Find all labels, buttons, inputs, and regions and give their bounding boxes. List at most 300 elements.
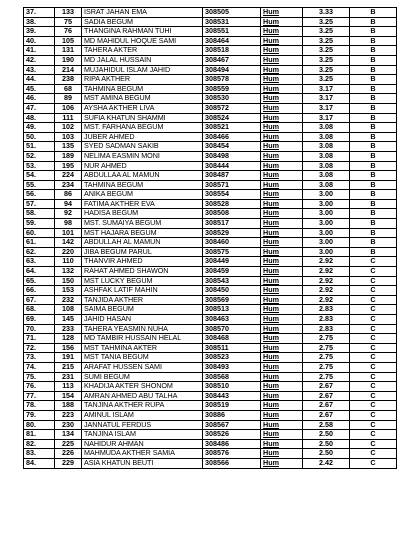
roll-cell: 101 <box>55 228 82 238</box>
registration-cell: 308511 <box>203 343 261 353</box>
serial-cell: 75. <box>24 372 55 382</box>
roll-cell: 76 <box>55 27 82 37</box>
table-row <box>24 8 397 18</box>
table-row <box>24 17 397 27</box>
student-name-cell: ABDULLAH AL MAMUN <box>82 238 203 248</box>
grade-cell: B <box>350 238 397 248</box>
registration-cell: 308464 <box>203 36 261 46</box>
student-name-cell: TAHERA YEASMIN NUHA <box>82 324 203 334</box>
roll-cell: 98 <box>55 219 82 229</box>
grade-cell: C <box>350 430 397 440</box>
grade-cell: C <box>350 343 397 353</box>
table-row <box>24 36 397 46</box>
serial-cell: 79. <box>24 410 55 420</box>
student-name-cell: TANJINA ISLAM <box>82 430 203 440</box>
serial-cell: 60. <box>24 228 55 238</box>
serial-cell: 77. <box>24 391 55 401</box>
group-cell: Hum <box>261 276 303 286</box>
registration-cell: 308498 <box>203 151 261 161</box>
grade-cell: B <box>350 36 397 46</box>
registration-cell: 308444 <box>203 161 261 171</box>
registration-cell: 308493 <box>203 362 261 372</box>
roll-cell: 132 <box>55 267 82 277</box>
grade-cell: B <box>350 199 397 209</box>
serial-cell: 45. <box>24 84 55 94</box>
student-name-cell: FATIMA AKTHER EVA <box>82 199 203 209</box>
gpa-cell: 2.58 <box>303 420 350 430</box>
group-cell: Hum <box>261 161 303 171</box>
student-name-cell: TANJINA AKTHER RUPA <box>82 401 203 411</box>
table-row <box>24 267 397 277</box>
gpa-cell: 2.92 <box>303 295 350 305</box>
gpa-cell: 3.00 <box>303 247 350 257</box>
serial-cell: 76. <box>24 382 55 392</box>
table-row <box>24 324 397 334</box>
gpa-cell: 3.25 <box>303 75 350 85</box>
registration-cell: 308531 <box>203 17 261 27</box>
group-cell: Hum <box>261 190 303 200</box>
group-cell: Hum <box>261 199 303 209</box>
student-name-cell: MD TAMBIR HUSSAIN HELAL <box>82 334 203 344</box>
student-name-cell: AMRAN AHMED ABU TALHA <box>82 391 203 401</box>
registration-cell: 308454 <box>203 142 261 152</box>
gpa-cell: 3.08 <box>303 123 350 133</box>
registration-cell: 308568 <box>203 372 261 382</box>
table-row <box>24 228 397 238</box>
group-cell: Hum <box>261 46 303 56</box>
serial-cell: 74. <box>24 362 55 372</box>
grade-cell: C <box>350 410 397 420</box>
roll-cell: 135 <box>55 142 82 152</box>
gpa-cell: 2.92 <box>303 286 350 296</box>
group-cell: Hum <box>261 180 303 190</box>
group-cell: Hum <box>261 343 303 353</box>
student-name-cell: JANNATUL FERDUS <box>82 420 203 430</box>
serial-cell: 61. <box>24 238 55 248</box>
serial-cell: 68. <box>24 305 55 315</box>
student-name-cell: TANJIDA AKTHER <box>82 295 203 305</box>
gpa-cell: 3.08 <box>303 171 350 181</box>
grade-cell: C <box>350 324 397 334</box>
group-cell: Hum <box>261 123 303 133</box>
serial-cell: 43. <box>24 65 55 75</box>
registration-cell: 308530 <box>203 94 261 104</box>
gpa-cell: 3.00 <box>303 238 350 248</box>
roll-cell: 154 <box>55 391 82 401</box>
roll-cell: 156 <box>55 343 82 353</box>
serial-cell: 53. <box>24 161 55 171</box>
table-row <box>24 46 397 56</box>
registration-cell: 308459 <box>203 267 261 277</box>
group-cell: Hum <box>261 286 303 296</box>
serial-cell: 37. <box>24 8 55 18</box>
grade-cell: C <box>350 391 397 401</box>
table-row <box>24 27 397 37</box>
grade-cell: B <box>350 171 397 181</box>
roll-cell: 190 <box>55 55 82 65</box>
group-cell: Hum <box>261 132 303 142</box>
serial-cell: 78. <box>24 401 55 411</box>
registration-cell: 30886 <box>203 410 261 420</box>
roll-cell: 133 <box>55 8 82 18</box>
group-cell: Hum <box>261 238 303 248</box>
student-name-cell: JAHID HASAN <box>82 315 203 325</box>
roll-cell: 238 <box>55 75 82 85</box>
roll-cell: 195 <box>55 161 82 171</box>
student-name-cell: JIBA BEGUM PARUL <box>82 247 203 257</box>
roll-cell: 229 <box>55 458 82 468</box>
roll-cell: 92 <box>55 209 82 219</box>
gpa-cell: 3.08 <box>303 151 350 161</box>
registration-cell: 308572 <box>203 103 261 113</box>
roll-cell: 153 <box>55 286 82 296</box>
registration-cell: 308576 <box>203 449 261 459</box>
student-name-cell: SADIA BEGUM <box>82 17 203 27</box>
roll-cell: 134 <box>55 430 82 440</box>
grade-cell: B <box>350 247 397 257</box>
registration-cell: 308566 <box>203 458 261 468</box>
group-cell: Hum <box>261 8 303 18</box>
student-name-cell: THANVIR AHMED <box>82 257 203 267</box>
student-name-cell: NAHIDUR AHMAN <box>82 439 203 449</box>
student-name-cell: KHADIJA AKTER SHONOM <box>82 382 203 392</box>
group-cell: Hum <box>261 430 303 440</box>
gpa-cell: 2.92 <box>303 276 350 286</box>
gpa-cell: 3.08 <box>303 132 350 142</box>
grade-cell: C <box>350 449 397 459</box>
roll-cell: 232 <box>55 295 82 305</box>
group-cell: Hum <box>261 295 303 305</box>
student-name-cell: ABDULLAA AL MAMUN <box>82 171 203 181</box>
table-row <box>24 199 397 209</box>
table-row <box>24 430 397 440</box>
serial-cell: 66. <box>24 286 55 296</box>
student-name-cell: NELIMA EASMIN MONI <box>82 151 203 161</box>
table-row <box>24 439 397 449</box>
group-cell: Hum <box>261 315 303 325</box>
student-name-cell: MST. FARHANA BEGUM <box>82 123 203 133</box>
group-cell: Hum <box>261 372 303 382</box>
group-cell: Hum <box>261 420 303 430</box>
student-name-cell: MST AMINA BEGUM <box>82 94 203 104</box>
table-row <box>24 382 397 392</box>
group-cell: Hum <box>261 267 303 277</box>
registration-cell: 308505 <box>203 8 261 18</box>
registration-cell: 308466 <box>203 132 261 142</box>
registration-cell: 308569 <box>203 295 261 305</box>
grade-cell: C <box>350 267 397 277</box>
group-cell: Hum <box>261 334 303 344</box>
gpa-cell: 3.00 <box>303 228 350 238</box>
serial-cell: 58. <box>24 209 55 219</box>
table-row <box>24 286 397 296</box>
registration-cell: 308529 <box>203 228 261 238</box>
student-name-cell: TAHMINA BEGUM <box>82 180 203 190</box>
student-name-cell: NUR AHMED <box>82 161 203 171</box>
roll-cell: 215 <box>55 362 82 372</box>
serial-cell: 70. <box>24 324 55 334</box>
group-cell: Hum <box>261 84 303 94</box>
roll-cell: 234 <box>55 180 82 190</box>
group-cell: Hum <box>261 65 303 75</box>
serial-cell: 82. <box>24 439 55 449</box>
grade-cell: B <box>350 103 397 113</box>
roll-cell: 103 <box>55 132 82 142</box>
serial-cell: 47. <box>24 103 55 113</box>
group-cell: Hum <box>261 228 303 238</box>
registration-cell: 308463 <box>203 315 261 325</box>
gpa-cell: 3.17 <box>303 113 350 123</box>
serial-cell: 42. <box>24 55 55 65</box>
serial-cell: 71. <box>24 334 55 344</box>
registration-cell: 308575 <box>203 247 261 257</box>
grade-cell: C <box>350 305 397 315</box>
grade-cell: B <box>350 132 397 142</box>
gpa-cell: 2.50 <box>303 449 350 459</box>
registration-cell: 308567 <box>203 420 261 430</box>
gpa-cell: 2.67 <box>303 410 350 420</box>
serial-cell: 46. <box>24 94 55 104</box>
gpa-cell: 2.75 <box>303 343 350 353</box>
student-name-cell: MD JALAL HUSSAIN <box>82 55 203 65</box>
roll-cell: 142 <box>55 238 82 248</box>
student-name-cell: MST HAJARA BEGUM <box>82 228 203 238</box>
table-row <box>24 305 397 315</box>
gpa-cell: 3.25 <box>303 27 350 37</box>
gpa-cell: 3.25 <box>303 46 350 56</box>
roll-cell: 108 <box>55 305 82 315</box>
grade-cell: B <box>350 8 397 18</box>
grade-cell: C <box>350 382 397 392</box>
grade-cell: C <box>350 286 397 296</box>
table-row <box>24 94 397 104</box>
gpa-cell: 2.75 <box>303 353 350 363</box>
table-row <box>24 132 397 142</box>
table-row <box>24 391 397 401</box>
grade-cell: B <box>350 219 397 229</box>
gpa-cell: 2.42 <box>303 458 350 468</box>
registration-cell: 308578 <box>203 75 261 85</box>
table-row <box>24 190 397 200</box>
serial-cell: 64. <box>24 267 55 277</box>
registration-cell: 308518 <box>203 46 261 56</box>
roll-cell: 113 <box>55 382 82 392</box>
group-cell: Hum <box>261 36 303 46</box>
grade-cell: B <box>350 27 397 37</box>
table-row <box>24 113 397 123</box>
table-row <box>24 372 397 382</box>
grade-cell: B <box>350 94 397 104</box>
gpa-cell: 3.25 <box>303 36 350 46</box>
registration-cell: 308570 <box>203 324 261 334</box>
group-cell: Hum <box>261 305 303 315</box>
gpa-cell: 2.67 <box>303 382 350 392</box>
student-name-cell: ASHFAK LATIF MAHIN <box>82 286 203 296</box>
gpa-cell: 3.25 <box>303 17 350 27</box>
registration-cell: 308508 <box>203 209 261 219</box>
grade-cell: C <box>350 334 397 344</box>
group-cell: Hum <box>261 391 303 401</box>
gpa-cell: 2.75 <box>303 334 350 344</box>
gpa-cell: 2.50 <box>303 439 350 449</box>
group-cell: Hum <box>261 103 303 113</box>
table-row <box>24 410 397 420</box>
registration-cell: 308528 <box>203 199 261 209</box>
results-table <box>23 7 397 469</box>
registration-cell: 308554 <box>203 190 261 200</box>
gpa-cell: 2.83 <box>303 324 350 334</box>
group-cell: Hum <box>261 27 303 37</box>
student-name-cell: HADISA BEGUM <box>82 209 203 219</box>
group-cell: Hum <box>261 439 303 449</box>
table-row <box>24 276 397 286</box>
grade-cell: C <box>350 257 397 267</box>
gpa-cell: 2.67 <box>303 401 350 411</box>
group-cell: Hum <box>261 353 303 363</box>
registration-cell: 308571 <box>203 180 261 190</box>
group-cell: Hum <box>261 458 303 468</box>
student-name-cell: SAIMA BEGUM <box>82 305 203 315</box>
roll-cell: 230 <box>55 420 82 430</box>
group-cell: Hum <box>261 113 303 123</box>
student-name-cell: ISRAT JAHAN EMA <box>82 8 203 18</box>
gpa-cell: 3.00 <box>303 209 350 219</box>
grade-cell: C <box>350 372 397 382</box>
serial-cell: 41. <box>24 46 55 56</box>
roll-cell: 75 <box>55 17 82 27</box>
group-cell: Hum <box>261 382 303 392</box>
roll-cell: 102 <box>55 123 82 133</box>
registration-cell: 308521 <box>203 123 261 133</box>
gpa-cell: 3.33 <box>303 8 350 18</box>
gpa-cell: 3.25 <box>303 55 350 65</box>
grade-cell: C <box>350 458 397 468</box>
grade-cell: B <box>350 190 397 200</box>
serial-cell: 52. <box>24 151 55 161</box>
serial-cell: 57. <box>24 199 55 209</box>
serial-cell: 44. <box>24 75 55 85</box>
student-name-cell: SUFIA KHATUN SHAMMI <box>82 113 203 123</box>
gpa-cell: 3.17 <box>303 94 350 104</box>
roll-cell: 191 <box>55 353 82 363</box>
registration-cell: 308510 <box>203 382 261 392</box>
group-cell: Hum <box>261 410 303 420</box>
student-name-cell: RIPA AKTHER <box>82 75 203 85</box>
student-name-cell: MUJAHIDUL ISLAM JAHID <box>82 65 203 75</box>
group-cell: Hum <box>261 171 303 181</box>
serial-cell: 63. <box>24 257 55 267</box>
registration-cell: 308517 <box>203 219 261 229</box>
table-row <box>24 334 397 344</box>
table-row <box>24 343 397 353</box>
roll-cell: 214 <box>55 65 82 75</box>
roll-cell: 94 <box>55 199 82 209</box>
group-cell: Hum <box>261 257 303 267</box>
serial-cell: 50. <box>24 132 55 142</box>
grade-cell: B <box>350 209 397 219</box>
student-name-cell: ANIKA BEGUM <box>82 190 203 200</box>
student-name-cell: TAHERA AKTER <box>82 46 203 56</box>
serial-cell: 38. <box>24 17 55 27</box>
student-name-cell: MST. SUMAIYA BEGUM <box>82 219 203 229</box>
grade-cell: B <box>350 113 397 123</box>
gpa-cell: 2.50 <box>303 430 350 440</box>
table-row <box>24 420 397 430</box>
serial-cell: 55. <box>24 180 55 190</box>
grade-cell: C <box>350 315 397 325</box>
serial-cell: 83. <box>24 449 55 459</box>
gpa-cell: 3.17 <box>303 103 350 113</box>
grade-cell: B <box>350 142 397 152</box>
grade-cell: C <box>350 362 397 372</box>
registration-cell: 308460 <box>203 238 261 248</box>
results-table-body <box>24 8 397 469</box>
table-row <box>24 458 397 468</box>
gpa-cell: 3.17 <box>303 84 350 94</box>
roll-cell: 233 <box>55 324 82 334</box>
serial-cell: 84. <box>24 458 55 468</box>
gpa-cell: 2.75 <box>303 362 350 372</box>
roll-cell: 226 <box>55 449 82 459</box>
grade-cell: B <box>350 75 397 85</box>
grade-cell: B <box>350 17 397 27</box>
student-name-cell: THANGINA RAHMAN TUHI <box>82 27 203 37</box>
table-row <box>24 151 397 161</box>
table-row <box>24 362 397 372</box>
serial-cell: 49. <box>24 123 55 133</box>
roll-cell: 110 <box>55 257 82 267</box>
table-row <box>24 315 397 325</box>
grade-cell: B <box>350 151 397 161</box>
roll-cell: 188 <box>55 401 82 411</box>
grade-cell: B <box>350 84 397 94</box>
table-row <box>24 84 397 94</box>
roll-cell: 89 <box>55 94 82 104</box>
roll-cell: 86 <box>55 190 82 200</box>
student-name-cell: TAHMINA BEGUM <box>82 84 203 94</box>
roll-cell: 105 <box>55 36 82 46</box>
serial-cell: 39. <box>24 27 55 37</box>
gpa-cell: 3.00 <box>303 199 350 209</box>
grade-cell: C <box>350 439 397 449</box>
grade-cell: B <box>350 65 397 75</box>
grade-cell: B <box>350 228 397 238</box>
gpa-cell: 2.67 <box>303 391 350 401</box>
roll-cell: 111 <box>55 113 82 123</box>
group-cell: Hum <box>261 209 303 219</box>
group-cell: Hum <box>261 17 303 27</box>
roll-cell: 231 <box>55 372 82 382</box>
registration-cell: 308526 <box>203 430 261 440</box>
serial-cell: 81. <box>24 430 55 440</box>
roll-cell: 131 <box>55 46 82 56</box>
student-name-cell: MD MAHIDUL HOQUE SAMI <box>82 36 203 46</box>
registration-cell: 308524 <box>203 113 261 123</box>
table-row <box>24 180 397 190</box>
serial-cell: 80. <box>24 420 55 430</box>
serial-cell: 48. <box>24 113 55 123</box>
group-cell: Hum <box>261 142 303 152</box>
table-row <box>24 123 397 133</box>
registration-cell: 308450 <box>203 286 261 296</box>
table-row <box>24 171 397 181</box>
table-row <box>24 219 397 229</box>
registration-cell: 308449 <box>203 257 261 267</box>
registration-cell: 308487 <box>203 171 261 181</box>
registration-cell: 308559 <box>203 84 261 94</box>
serial-cell: 59. <box>24 219 55 229</box>
grade-cell: B <box>350 55 397 65</box>
